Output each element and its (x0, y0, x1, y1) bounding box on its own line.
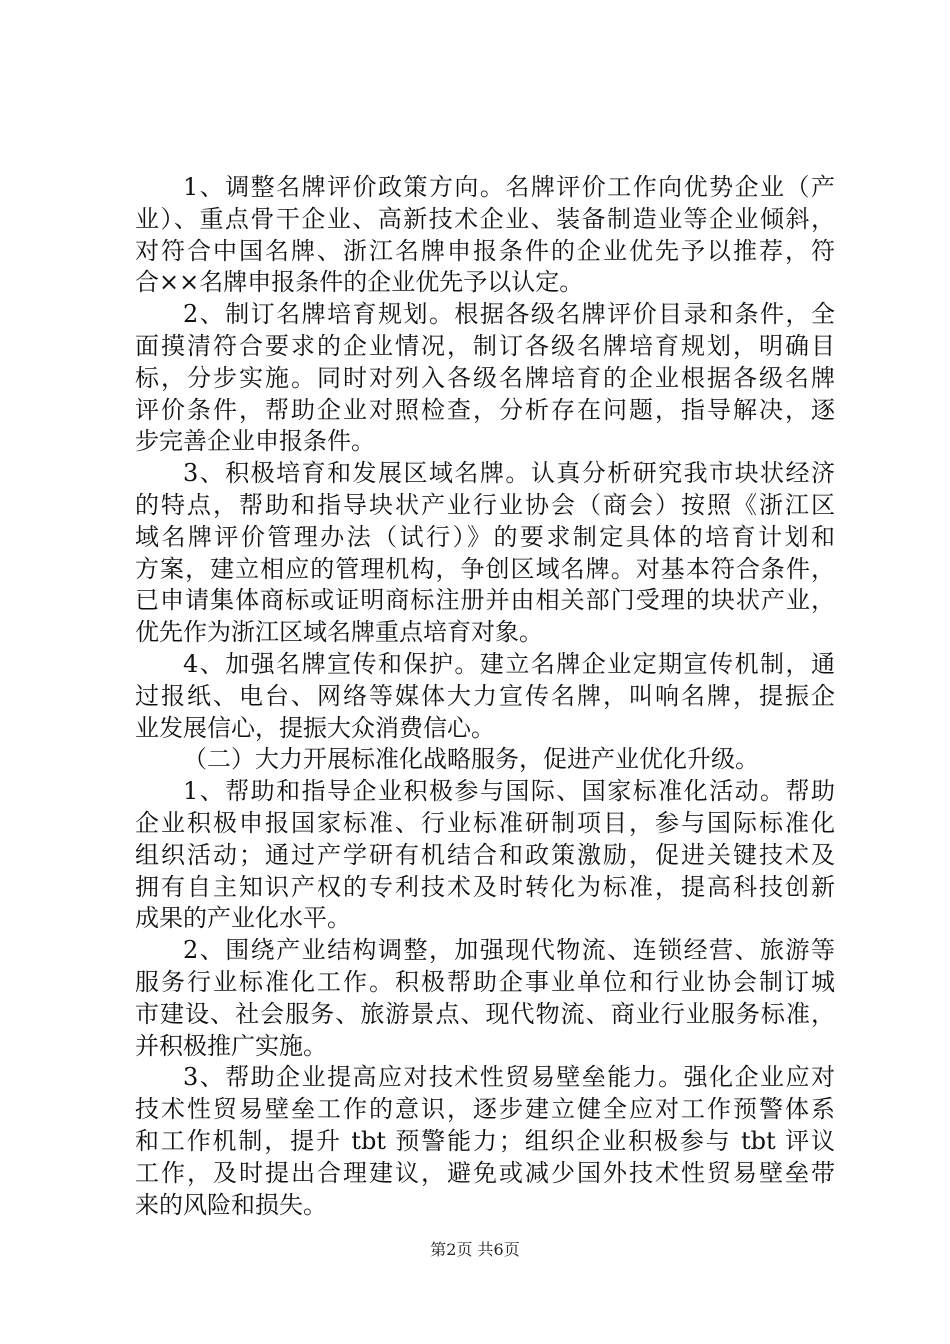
paragraph-1-line-1: 1、调整名牌评价政策方向。名牌评价工作向优势企业（产 (183, 173, 835, 201)
paragraph-3-line-4: 方案，建立相应的管理机构，争创区域名牌。对基本符合条件， (135, 554, 835, 583)
paragraph-2-line-1: 2、制订名牌培育规划。根据各级名牌评价目录和条件，全 (183, 300, 835, 329)
paragraph-6-line-3: 市建设、社会服务、旅游景点、现代物流、商业行业服务标准， (135, 999, 835, 1028)
paragraph-7-line-2: 技术性贸易壁垒工作的意识，逐步建立健全应对工作预警体系 (135, 1095, 835, 1124)
paragraph-4-line-3: 业发展信心，提振大众消费信心。 (135, 713, 495, 742)
paragraph-4-line-1: 4、加强名牌宣传和保护。建立名牌企业定期宣传机制，通 (183, 649, 835, 678)
paragraph-2-line-2: 面摸清符合要求的企业情况，制订各级名牌培育规划，明确目 (135, 331, 835, 360)
page-footer: 第2页 共6页 (430, 1240, 520, 1259)
paragraph-6-line-4: 并积极推广实施。 (135, 1031, 327, 1060)
paragraph-6-line-1: 2、围绕产业结构调整，加强现代物流、连锁经营、旅游等 (183, 936, 835, 965)
paragraph-3-line-3: 域名牌评价管理办法（试行）》的要求制定具体的培育计划和 (135, 522, 835, 551)
paragraph-4-line-2: 过报纸、电台、网络等媒体大力宣传名牌，叫响名牌，提振企 (135, 681, 835, 710)
paragraph-1-line-4: 合××名牌申报条件的企业优先予以认定。 (135, 268, 584, 297)
body-text (135, 172, 835, 1221)
paragraph-2-line-5: 步完善企业申报条件。 (135, 427, 375, 456)
paragraph-2-line-3: 标，分步实施。同时对列入各级名牌培育的企业根据各级名牌 (135, 363, 835, 392)
paragraph-3-line-6: 优先作为浙江区域名牌重点培育对象。 (135, 618, 543, 647)
paragraph-1-line-3: 对符合中国名牌、浙江名牌申报条件的企业优先予以推荐，符 (135, 236, 835, 265)
paragraph-7-line-5: 来的风险和损失。 (135, 1190, 327, 1219)
section-heading: （二）大力开展标准化战略服务，促进产业优化升级。 (183, 745, 759, 774)
paragraph-5-line-5: 成果的产业化水平。 (135, 904, 351, 933)
paragraph-5-line-2: 企业积极申报国家标准、行业标准研制项目，参与国际标准化 (135, 808, 835, 837)
paragraph-3-line-1: 3、积极培育和发展区域名牌。认真分析研究我市块状经济 (183, 459, 835, 488)
paragraph-2-line-4: 评价条件，帮助企业对照检查，分析存在问题，指导解决，逐 (135, 395, 835, 424)
paragraph-5-line-1: 1、帮助和指导企业积极参与国际、国家标准化活动。帮助 (183, 777, 835, 806)
paragraph-7-line-4: 工作，及时提出合理建议，避免或减少国外技术性贸易壁垒带 (135, 1158, 835, 1187)
paragraph-6-line-2: 服务行业标准化工作。积极帮助企事业单位和行业协会制订城 (135, 967, 835, 996)
paragraph-3-line-5: 已申请集体商标或证明商标注册并由相关部门受理的块状产业， (135, 586, 835, 615)
paragraph-5-line-3: 组织活动；通过产学研有机结合和政策激励，促进关键技术及 (135, 840, 835, 869)
paragraph-5-line-4: 拥有自主知识产权的专利技术及时转化为标准，提高科技创新 (135, 872, 835, 901)
paragraph-1-line-2: 业）、重点骨干企业、高新技术企业、装备制造业等企业倾斜， (135, 204, 835, 233)
paragraph-7-line-1: 3、帮助企业提高应对技术性贸易壁垒能力。强化企业应对 (183, 1063, 835, 1092)
paragraph-7-line-3: 和工作机制，提升 tbt 预警能力；组织企业积极参与 tbt 评议 (135, 1126, 835, 1155)
paragraph-3-line-2: 的特点，帮助和指导块状产业行业协会（商会）按照《浙江区 (135, 490, 835, 519)
